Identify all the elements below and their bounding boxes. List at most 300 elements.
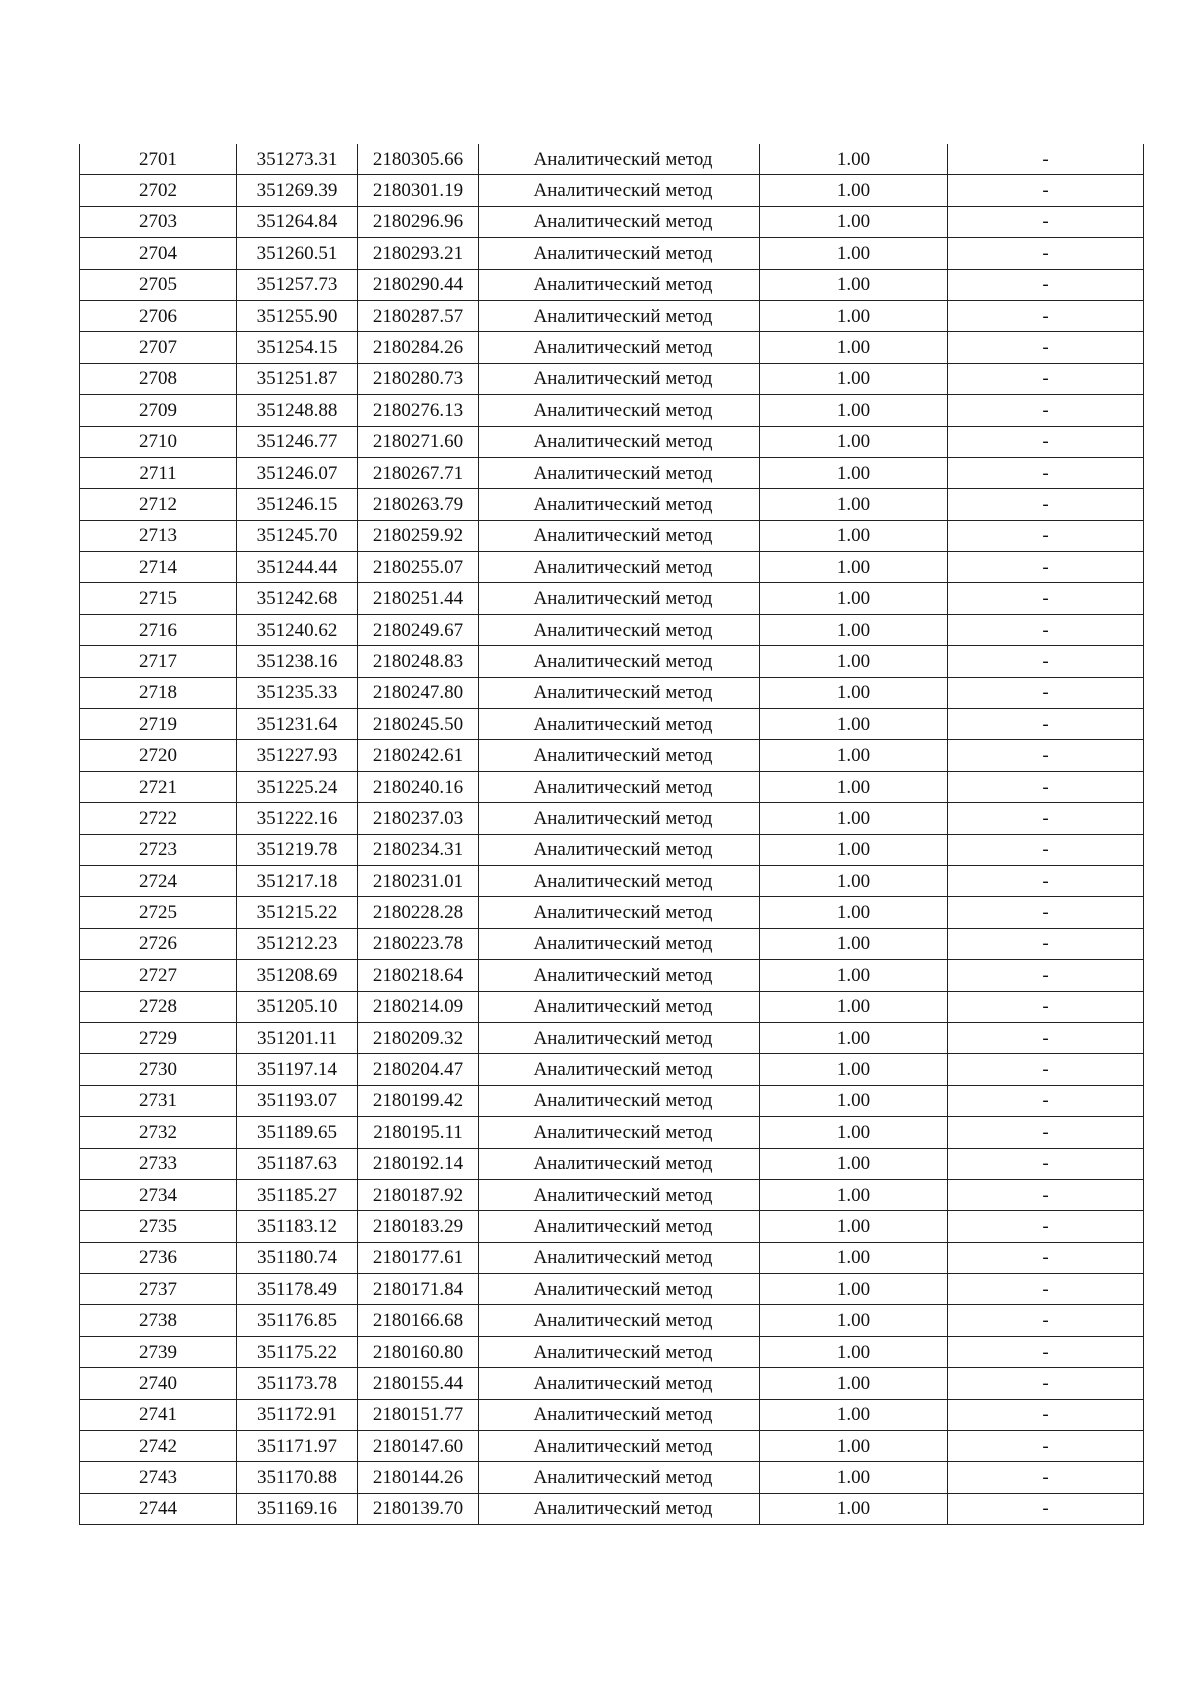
- note-cell: [948, 1368, 1144, 1399]
- point-number-text: 2740: [139, 1372, 177, 1394]
- y-coordinate-text: 2180214.09: [372, 996, 464, 1018]
- x-coordinate-cell: [237, 332, 358, 363]
- y-coordinate-text: 2180147.60: [372, 1435, 464, 1457]
- accuracy-text: 1.00: [836, 902, 871, 924]
- x-coordinate-text: 351176.85: [256, 1310, 338, 1332]
- x-coordinate-cell: [237, 1368, 358, 1399]
- accuracy-text: 1.00: [836, 1404, 871, 1426]
- method-text: Аналитический метод: [533, 902, 713, 924]
- method-text: Аналитический метод: [533, 493, 713, 515]
- point-number-text: 2705: [139, 274, 177, 296]
- method-text: Аналитический метод: [533, 274, 713, 296]
- point-number-cell: [80, 457, 237, 488]
- accuracy-text: 1.00: [836, 964, 871, 986]
- point-number-cell: [80, 1368, 237, 1399]
- accuracy-cell: [760, 803, 948, 834]
- point-number-text: 2730: [139, 1059, 177, 1081]
- y-coordinate-text: 2180248.83: [372, 650, 464, 672]
- point-number-text: 2717: [139, 650, 177, 672]
- x-coordinate-text: 351260.51: [256, 242, 338, 264]
- point-number-cell: [80, 1493, 237, 1524]
- y-coordinate-cell: [358, 1274, 479, 1305]
- point-number-text: 2724: [139, 870, 177, 892]
- point-number-text: 2721: [139, 776, 177, 798]
- coordinates-table-body: [80, 144, 1144, 1525]
- point-number-text: 2719: [139, 713, 177, 735]
- note-cell: [948, 457, 1144, 488]
- table-row: [80, 834, 1144, 865]
- y-coordinate-text: 2180293.21: [372, 242, 464, 264]
- accuracy-cell: [760, 583, 948, 614]
- table-row: [80, 1462, 1144, 1493]
- y-coordinate-cell: [358, 1211, 479, 1242]
- accuracy-cell: [760, 520, 948, 551]
- y-coordinate-cell: [358, 1054, 479, 1085]
- point-number-cell: [80, 1462, 237, 1493]
- x-coordinate-cell: [237, 1211, 358, 1242]
- y-coordinate-cell: [358, 740, 479, 771]
- accuracy-cell: [760, 740, 948, 771]
- method-cell: [479, 583, 760, 614]
- accuracy-text: 1.00: [836, 1121, 871, 1143]
- x-coordinate-cell: [237, 1054, 358, 1085]
- method-cell: [479, 1368, 760, 1399]
- y-coordinate-text: 2180228.28: [372, 902, 464, 924]
- method-cell: [479, 614, 760, 645]
- accuracy-text: 1.00: [836, 242, 871, 264]
- accuracy-cell: [760, 646, 948, 677]
- method-text: Аналитический метод: [533, 1467, 713, 1489]
- y-coordinate-text: 2180187.92: [372, 1184, 464, 1206]
- x-coordinate-text: 351217.18: [256, 870, 338, 892]
- note-text: -: [1042, 1247, 1049, 1269]
- point-number-text: 2702: [139, 180, 177, 202]
- note-cell: [948, 144, 1144, 175]
- table-row: [80, 520, 1144, 551]
- x-coordinate-cell: [237, 1022, 358, 1053]
- x-coordinate-cell: [237, 1493, 358, 1524]
- note-text: -: [1042, 902, 1049, 924]
- method-cell: [479, 1022, 760, 1053]
- y-coordinate-cell: [358, 803, 479, 834]
- accuracy-cell: [760, 1022, 948, 1053]
- table-row: [80, 1085, 1144, 1116]
- x-coordinate-text: 351208.69: [256, 964, 338, 986]
- point-number-cell: [80, 677, 237, 708]
- point-number-text: 2718: [139, 682, 177, 704]
- x-coordinate-cell: [237, 1336, 358, 1367]
- note-cell: [948, 991, 1144, 1022]
- x-coordinate-cell: [237, 238, 358, 269]
- y-coordinate-cell: [358, 520, 479, 551]
- table-row: [80, 238, 1144, 269]
- table-row: [80, 1022, 1144, 1053]
- x-coordinate-text: 351246.07: [256, 462, 338, 484]
- point-number-cell: [80, 960, 237, 991]
- x-coordinate-cell: [237, 865, 358, 896]
- method-cell: [479, 332, 760, 363]
- point-number-cell: [80, 1305, 237, 1336]
- x-coordinate-text: 351227.93: [256, 745, 338, 767]
- accuracy-text: 1.00: [836, 1341, 871, 1363]
- accuracy-text: 1.00: [836, 337, 871, 359]
- point-number-text: 2727: [139, 964, 177, 986]
- point-number-cell: [80, 300, 237, 331]
- table-row: [80, 269, 1144, 300]
- y-coordinate-cell: [358, 928, 479, 959]
- method-text: Аналитический метод: [533, 1310, 713, 1332]
- x-coordinate-cell: [237, 740, 358, 771]
- note-text: -: [1042, 1184, 1049, 1206]
- method-text: Аналитический метод: [533, 525, 713, 547]
- y-coordinate-text: 2180296.96: [372, 211, 464, 233]
- point-number-cell: [80, 583, 237, 614]
- method-text: Аналитический метод: [533, 1090, 713, 1112]
- y-coordinate-cell: [358, 269, 479, 300]
- point-number-text: 2739: [139, 1341, 177, 1363]
- method-cell: [479, 1431, 760, 1462]
- method-text: Аналитический метод: [533, 1498, 713, 1520]
- method-text: Аналитический метод: [533, 588, 713, 610]
- x-coordinate-cell: [237, 1274, 358, 1305]
- x-coordinate-cell: [237, 1399, 358, 1430]
- method-cell: [479, 144, 760, 175]
- method-text: Аналитический метод: [533, 211, 713, 233]
- method-cell: [479, 771, 760, 802]
- accuracy-cell: [760, 395, 948, 426]
- accuracy-cell: [760, 1305, 948, 1336]
- y-coordinate-text: 2180280.73: [372, 368, 464, 390]
- table-row: [80, 489, 1144, 520]
- table-row: [80, 206, 1144, 237]
- note-text: -: [1042, 556, 1049, 578]
- method-text: Аналитический метод: [533, 242, 713, 264]
- table-row: [80, 740, 1144, 771]
- x-coordinate-text: 351254.15: [256, 337, 338, 359]
- method-cell: [479, 1242, 760, 1273]
- point-number-cell: [80, 1054, 237, 1085]
- y-coordinate-cell: [358, 1085, 479, 1116]
- method-text: Аналитический метод: [533, 399, 713, 421]
- point-number-text: 2728: [139, 996, 177, 1018]
- point-number-text: 2738: [139, 1310, 177, 1332]
- x-coordinate-cell: [237, 1305, 358, 1336]
- note-cell: [948, 1305, 1144, 1336]
- point-number-text: 2708: [139, 368, 177, 390]
- point-number-text: 2744: [139, 1498, 177, 1520]
- y-coordinate-text: 2180160.80: [372, 1341, 464, 1363]
- table-row: [80, 1431, 1144, 1462]
- point-number-cell: [80, 646, 237, 677]
- method-cell: [479, 646, 760, 677]
- accuracy-text: 1.00: [836, 1184, 871, 1206]
- x-coordinate-text: 351246.77: [256, 431, 338, 453]
- point-number-text: 2733: [139, 1153, 177, 1175]
- point-number-text: 2742: [139, 1435, 177, 1457]
- table-row: [80, 928, 1144, 959]
- accuracy-text: 1.00: [836, 1278, 871, 1300]
- point-number-text: 2703: [139, 211, 177, 233]
- table-row: [80, 363, 1144, 394]
- point-number-cell: [80, 332, 237, 363]
- method-cell: [479, 897, 760, 928]
- note-text: -: [1042, 1153, 1049, 1175]
- point-number-cell: [80, 740, 237, 771]
- method-text: Аналитический метод: [533, 682, 713, 704]
- accuracy-cell: [760, 1399, 948, 1430]
- y-coordinate-text: 2180223.78: [372, 933, 464, 955]
- note-cell: [948, 1211, 1144, 1242]
- x-coordinate-cell: [237, 771, 358, 802]
- x-coordinate-cell: [237, 1242, 358, 1273]
- accuracy-cell: [760, 300, 948, 331]
- note-cell: [948, 583, 1144, 614]
- note-text: -: [1042, 1310, 1049, 1332]
- x-coordinate-cell: [237, 395, 358, 426]
- y-coordinate-text: 2180209.32: [372, 1027, 464, 1049]
- accuracy-cell: [760, 897, 948, 928]
- method-text: Аналитический метод: [533, 1184, 713, 1206]
- point-number-text: 2707: [139, 337, 177, 359]
- note-text: -: [1042, 462, 1049, 484]
- note-text: -: [1042, 148, 1049, 170]
- note-cell: [948, 834, 1144, 865]
- accuracy-cell: [760, 1211, 948, 1242]
- method-cell: [479, 520, 760, 551]
- y-coordinate-cell: [358, 1462, 479, 1493]
- note-cell: [948, 238, 1144, 269]
- method-text: Аналитический метод: [533, 619, 713, 641]
- y-coordinate-text: 2180155.44: [372, 1372, 464, 1394]
- note-cell: [948, 520, 1144, 551]
- method-cell: [479, 457, 760, 488]
- x-coordinate-text: 351178.49: [256, 1278, 338, 1300]
- table-row: [80, 175, 1144, 206]
- table-row: [80, 457, 1144, 488]
- accuracy-text: 1.00: [836, 431, 871, 453]
- y-coordinate-text: 2180231.01: [372, 870, 464, 892]
- accuracy-text: 1.00: [836, 713, 871, 735]
- note-text: -: [1042, 180, 1049, 202]
- note-text: -: [1042, 1059, 1049, 1081]
- point-number-cell: [80, 489, 237, 520]
- method-cell: [479, 1305, 760, 1336]
- note-text: -: [1042, 933, 1049, 955]
- note-text: -: [1042, 1404, 1049, 1426]
- note-cell: [948, 1274, 1144, 1305]
- x-coordinate-text: 351189.65: [256, 1121, 338, 1143]
- point-number-cell: [80, 614, 237, 645]
- note-cell: [948, 175, 1144, 206]
- method-cell: [479, 489, 760, 520]
- note-text: -: [1042, 619, 1049, 641]
- table-row: [80, 395, 1144, 426]
- x-coordinate-cell: [237, 677, 358, 708]
- x-coordinate-text: 351172.91: [256, 1404, 338, 1426]
- x-coordinate-text: 351257.73: [256, 274, 338, 296]
- y-coordinate-cell: [358, 1399, 479, 1430]
- x-coordinate-cell: [237, 803, 358, 834]
- point-number-text: 2715: [139, 588, 177, 610]
- y-coordinate-cell: [358, 332, 479, 363]
- note-cell: [948, 1054, 1144, 1085]
- y-coordinate-cell: [358, 457, 479, 488]
- note-text: -: [1042, 807, 1049, 829]
- note-cell: [948, 363, 1144, 394]
- accuracy-text: 1.00: [836, 933, 871, 955]
- point-number-cell: [80, 1242, 237, 1273]
- y-coordinate-cell: [358, 1022, 479, 1053]
- x-coordinate-cell: [237, 206, 358, 237]
- accuracy-text: 1.00: [836, 839, 871, 861]
- accuracy-cell: [760, 614, 948, 645]
- accuracy-cell: [760, 332, 948, 363]
- x-coordinate-cell: [237, 1148, 358, 1179]
- accuracy-cell: [760, 238, 948, 269]
- y-coordinate-text: 2180237.03: [372, 807, 464, 829]
- point-number-text: 2731: [139, 1090, 177, 1112]
- point-number-text: 2735: [139, 1215, 177, 1237]
- point-number-text: 2723: [139, 839, 177, 861]
- note-cell: [948, 1399, 1144, 1430]
- table-row: [80, 803, 1144, 834]
- note-text: -: [1042, 242, 1049, 264]
- method-cell: [479, 1493, 760, 1524]
- y-coordinate-text: 2180255.07: [372, 556, 464, 578]
- note-cell: [948, 646, 1144, 677]
- method-text: Аналитический метод: [533, 745, 713, 767]
- accuracy-text: 1.00: [836, 368, 871, 390]
- x-coordinate-text: 351219.78: [256, 839, 338, 861]
- y-coordinate-text: 2180305.66: [372, 148, 464, 170]
- x-coordinate-cell: [237, 363, 358, 394]
- x-coordinate-cell: [237, 1117, 358, 1148]
- note-cell: [948, 269, 1144, 300]
- x-coordinate-cell: [237, 1085, 358, 1116]
- y-coordinate-cell: [358, 144, 479, 175]
- note-cell: [948, 1336, 1144, 1367]
- accuracy-cell: [760, 269, 948, 300]
- point-number-cell: [80, 144, 237, 175]
- note-cell: [948, 960, 1144, 991]
- accuracy-text: 1.00: [836, 1153, 871, 1175]
- x-coordinate-cell: [237, 709, 358, 740]
- note-text: -: [1042, 839, 1049, 861]
- note-text: -: [1042, 713, 1049, 735]
- point-number-text: 2737: [139, 1278, 177, 1300]
- accuracy-cell: [760, 1054, 948, 1085]
- note-text: -: [1042, 650, 1049, 672]
- point-number-cell: [80, 1148, 237, 1179]
- y-coordinate-text: 2180144.26: [372, 1467, 464, 1489]
- accuracy-text: 1.00: [836, 1372, 871, 1394]
- accuracy-text: 1.00: [836, 493, 871, 515]
- x-coordinate-text: 351248.88: [256, 399, 338, 421]
- table-row: [80, 1054, 1144, 1085]
- accuracy-cell: [760, 1462, 948, 1493]
- accuracy-text: 1.00: [836, 556, 871, 578]
- table-row: [80, 1336, 1144, 1367]
- coordinates-table: [79, 144, 1144, 1525]
- y-coordinate-text: 2180287.57: [372, 305, 464, 327]
- x-coordinate-cell: [237, 1179, 358, 1210]
- note-cell: [948, 206, 1144, 237]
- accuracy-cell: [760, 144, 948, 175]
- point-number-cell: [80, 426, 237, 457]
- table-row: [80, 1179, 1144, 1210]
- method-text: Аналитический метод: [533, 368, 713, 390]
- y-coordinate-text: 2180259.92: [372, 525, 464, 547]
- method-cell: [479, 1336, 760, 1367]
- y-coordinate-text: 2180166.68: [372, 1310, 464, 1332]
- accuracy-text: 1.00: [836, 180, 871, 202]
- x-coordinate-text: 351205.10: [256, 996, 338, 1018]
- method-cell: [479, 1179, 760, 1210]
- table-row: [80, 1148, 1144, 1179]
- method-cell: [479, 1148, 760, 1179]
- y-coordinate-cell: [358, 426, 479, 457]
- x-coordinate-cell: [237, 489, 358, 520]
- accuracy-text: 1.00: [836, 682, 871, 704]
- accuracy-cell: [760, 1148, 948, 1179]
- method-text: Аналитический метод: [533, 933, 713, 955]
- note-text: -: [1042, 1435, 1049, 1457]
- point-number-cell: [80, 395, 237, 426]
- x-coordinate-text: 351242.68: [256, 588, 338, 610]
- accuracy-text: 1.00: [836, 1027, 871, 1049]
- y-coordinate-text: 2180139.70: [372, 1498, 464, 1520]
- note-text: -: [1042, 431, 1049, 453]
- accuracy-text: 1.00: [836, 650, 871, 672]
- method-text: Аналитический метод: [533, 337, 713, 359]
- x-coordinate-cell: [237, 552, 358, 583]
- point-number-text: 2734: [139, 1184, 177, 1206]
- method-cell: [479, 238, 760, 269]
- x-coordinate-text: 351171.97: [256, 1435, 338, 1457]
- method-text: Аналитический метод: [533, 807, 713, 829]
- method-text: Аналитический метод: [533, 996, 713, 1018]
- method-text: Аналитический метод: [533, 1215, 713, 1237]
- x-coordinate-text: 351245.70: [256, 525, 338, 547]
- accuracy-text: 1.00: [836, 525, 871, 547]
- method-text: Аналитический метод: [533, 713, 713, 735]
- y-coordinate-text: 2180192.14: [372, 1153, 464, 1175]
- y-coordinate-text: 2180204.47: [372, 1059, 464, 1081]
- y-coordinate-cell: [358, 1117, 479, 1148]
- accuracy-cell: [760, 1085, 948, 1116]
- table-row: [80, 1274, 1144, 1305]
- note-text: -: [1042, 1498, 1049, 1520]
- x-coordinate-text: 351273.31: [256, 148, 338, 170]
- table-row: [80, 332, 1144, 363]
- y-coordinate-cell: [358, 709, 479, 740]
- accuracy-text: 1.00: [836, 1467, 871, 1489]
- note-cell: [948, 426, 1144, 457]
- point-number-cell: [80, 834, 237, 865]
- note-cell: [948, 300, 1144, 331]
- point-number-cell: [80, 1211, 237, 1242]
- note-text: -: [1042, 493, 1049, 515]
- point-number-text: 2711: [139, 462, 177, 484]
- accuracy-cell: [760, 1336, 948, 1367]
- x-coordinate-cell: [237, 1462, 358, 1493]
- y-coordinate-text: 2180245.50: [372, 713, 464, 735]
- y-coordinate-cell: [358, 583, 479, 614]
- accuracy-cell: [760, 489, 948, 520]
- point-number-cell: [80, 1431, 237, 1462]
- point-number-cell: [80, 238, 237, 269]
- point-number-cell: [80, 991, 237, 1022]
